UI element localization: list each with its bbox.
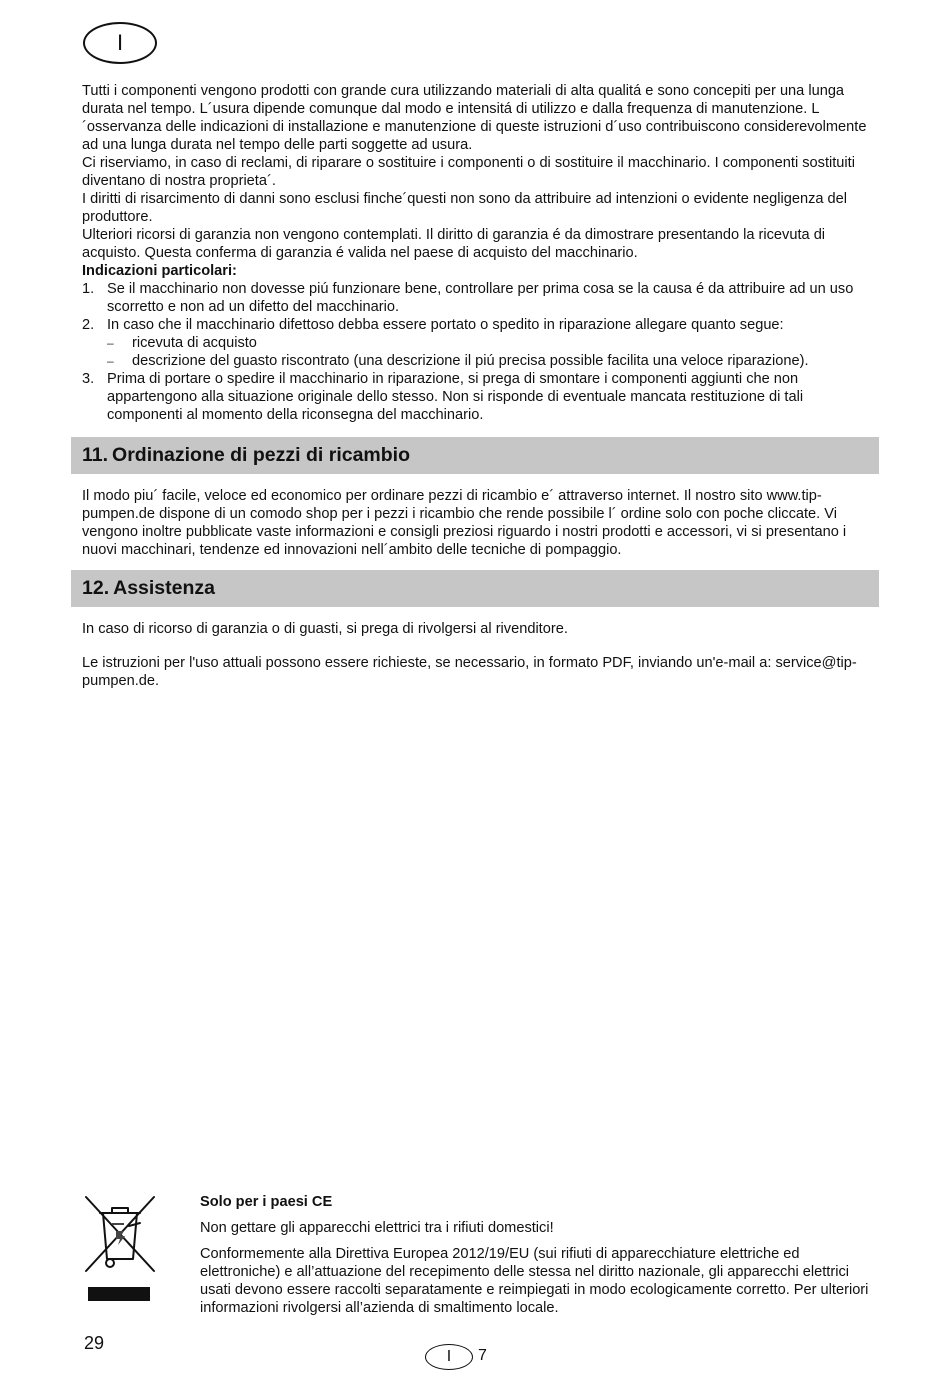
weee-notice: [200, 1193, 872, 1317]
assistance-section: [82, 620, 872, 690]
dash-bullet-icon: –: [107, 336, 114, 350]
page-number-left: 29: [84, 1333, 105, 1353]
intro-paragraph-3: I diritti di risarcimento di danni sono esclusi finche´questi non sono da attribuire ad intenzioni o evidente negligenza del produttore.: [82, 191, 848, 225]
section-number: 12.: [82, 577, 110, 599]
list-text: Se il macchinario non dovesse piú funzionare bene, controllare per prima cosa se la causa é da attribuire ad un uso scorretto e non ad un difetto del macchinario.: [107, 281, 854, 315]
list-item: [82, 370, 872, 424]
footer-language-badge: [425, 1344, 473, 1370]
list-text: In caso che il macchinario difettoso debba essere portato o spedito in riparazione allegare quanto segue:: [107, 317, 784, 333]
weee-directive-text: Conformemente alla Direttiva Europea 2012/19/EU (sui rifiuti di apparecchiature elettriche ed elettroniche) e all’attuazione del recepimento delle stessa nel diritto nazionale, gli apparecchi elettrici usati devono essere raccolti separatamente e reimpiegati in modo ecologicamente corretto. Per ulteriori informazioni rivolgersi all’azienda di smaltimento locale.: [200, 1246, 869, 1316]
section-heading-spare-parts: [71, 437, 879, 474]
footer-language-code: I: [446, 1348, 452, 1365]
section-number: 11.: [82, 444, 109, 466]
sub-list-item: [107, 352, 872, 370]
instructions-list: [82, 280, 872, 424]
list-text: Prima di portare o spedire il macchinario in riparazione, si prega di smontare i componenti aggiunti che non appartengono alla situazione originale dello stesso. Non si risponde di eventuale mancata restituzione di tali componenti al momento della riconsegna del macchinario.: [107, 371, 804, 423]
list-item: [82, 280, 872, 316]
spare-parts-body: Il modo piu´ facile, veloce ed economico per ordinare pezzi di ricambio e´ attraverso internet. Il nostro sito www.tip-pumpen.de dispone di un comodo shop per i pezzi i ricambio che rende possibile l´ ordine solo con poche cliccate. Vi vengono inoltre pubblicate vaste informazioni e consigli preziosi riguardo i nostri prodotti e accessori, vi si presentano i nuovi macchinari, tendenze ed innovazioni nell´ambito delle tecniche di pompaggio.: [82, 488, 847, 558]
spare-parts-section: [82, 487, 872, 559]
list-item: [82, 316, 872, 370]
crossed-out-wheelie-bin-icon: [82, 1193, 158, 1303]
sub-list: [107, 334, 872, 370]
dash-bullet-icon: –: [107, 354, 114, 368]
intro-paragraph-2: Ci riserviamo, in caso di reclami, di riparare o sostituire i componenti o di sostituire il macchinario. I componenti sostituiti diventano di nostra proprieta´.: [82, 155, 855, 189]
section-heading-assistance: [71, 570, 879, 607]
page-number: 7: [478, 1347, 487, 1364]
warranty-text: [82, 82, 872, 424]
intro-paragraph-4: Ulteriori ricorsi di garanzia non vengono contemplati. Il diritto di garanzia é da dimostrare presentando la ricevuta di acquisto. Questa conferma di garanzia é valida nel paese di acquisto del macchinario.: [82, 227, 826, 261]
intro-paragraph-1: Tutti i componenti vengono prodotti con grande cura utilizzando materiali di alta qualitá e sono concepiti per una lunga durata nel tempo. L´usura dipende comunque dal modo e intensitá di utilizzo e dalla frequenza di manutenzione. L´osservanza delle indicazioni di installazione e manutenzione di queste istruzioni d´uso contribuiscono considerevolmente ad una lunga durata nel tempo delle parti soggette ad usura.: [82, 83, 867, 153]
list-number: 2.: [82, 317, 95, 333]
section-title: Assistenza: [113, 577, 215, 599]
list-number: 1.: [82, 281, 95, 297]
particular-heading: Indicazioni particolari:: [82, 263, 237, 279]
language-badge: [83, 22, 157, 64]
sub-list-text: ricevuta di acquisto: [132, 335, 257, 351]
sub-list-text: descrizione del guasto riscontrato (una descrizione il piú precisa possible facilita una veloce riparazione).: [132, 353, 809, 369]
weee-warning: Non gettare gli apparecchi elettrici tra i rifiuti domestici!: [200, 1220, 554, 1236]
language-code: I: [116, 30, 124, 55]
list-number: 3.: [82, 371, 95, 387]
assistance-paragraph-2: Le istruzioni per l'uso attuali possono essere richieste, se necessario, in formato PDF, inviando un'e-mail a: service@tip-pumpen.de.: [82, 655, 857, 689]
assistance-paragraph-1: In caso di ricorso di garanzia o di guasti, si prega di rivolgersi al rivenditore.: [82, 621, 568, 637]
weee-title: Solo per i paesi CE: [200, 1194, 333, 1210]
sub-list-item: [107, 334, 872, 352]
section-title: Ordinazione di pezzi di ricambio: [112, 444, 411, 466]
